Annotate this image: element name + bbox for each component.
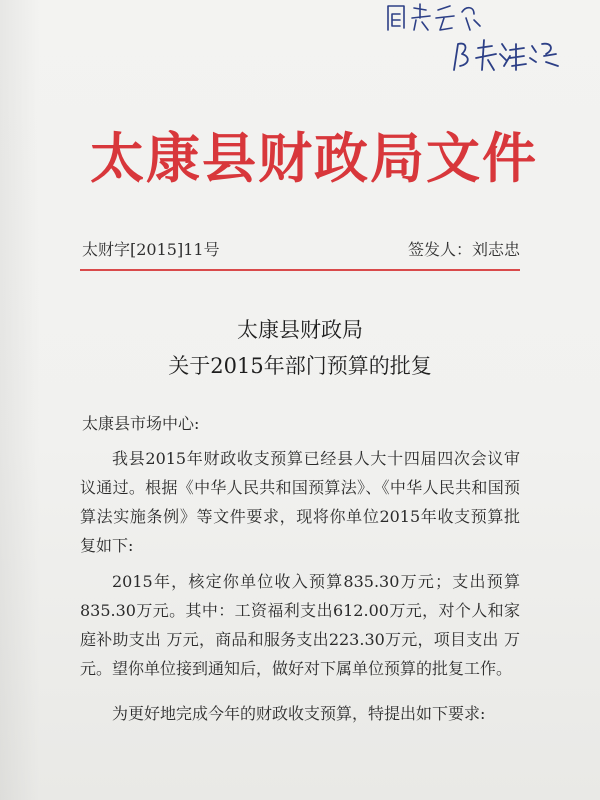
red-divider-rule (80, 269, 520, 271)
document-title (80, 312, 520, 384)
document-title-line-2: 关于2015年部门预算的批复 (168, 354, 432, 378)
document-recipient: 太康县市场中心: (82, 414, 200, 433)
document-title-line-1: 太康县财政局 (237, 318, 363, 342)
body-paragraph: 为更好地完成今年的财政收支预算，特提出如下要求: (112, 704, 486, 723)
document-meta-row (82, 238, 520, 262)
document-signer: 签发人：刘志忠 (407, 240, 520, 259)
document-number: 太财字[2015]11号 (82, 240, 220, 259)
document-header-title: 太康县财政局文件 (90, 126, 538, 190)
document-body (80, 444, 520, 728)
handwritten-approval-note (370, 0, 570, 80)
body-paragraph: 我县2015年财政收支预算已经县人大十四届四次会议审议通过。根据《中华人民共和国预算法》、《中华人民共和国预算法实施条例》等文件要求，现将你单位2015年收支预算批复如下: (80, 449, 520, 555)
page-shadow (0, 0, 40, 800)
body-paragraph: 2015年，核定你单位收入预算835.30万元；支出预算835.30万元。其中：工资福利支出612.00万元，对个人和家庭补助支出 万元，商品和服务支出223.30万元，项目支出 万元。望你单位接到通知后，做好对下属单位预算的批复工作。 (80, 572, 520, 678)
handwriting-signature-image (370, 0, 570, 80)
